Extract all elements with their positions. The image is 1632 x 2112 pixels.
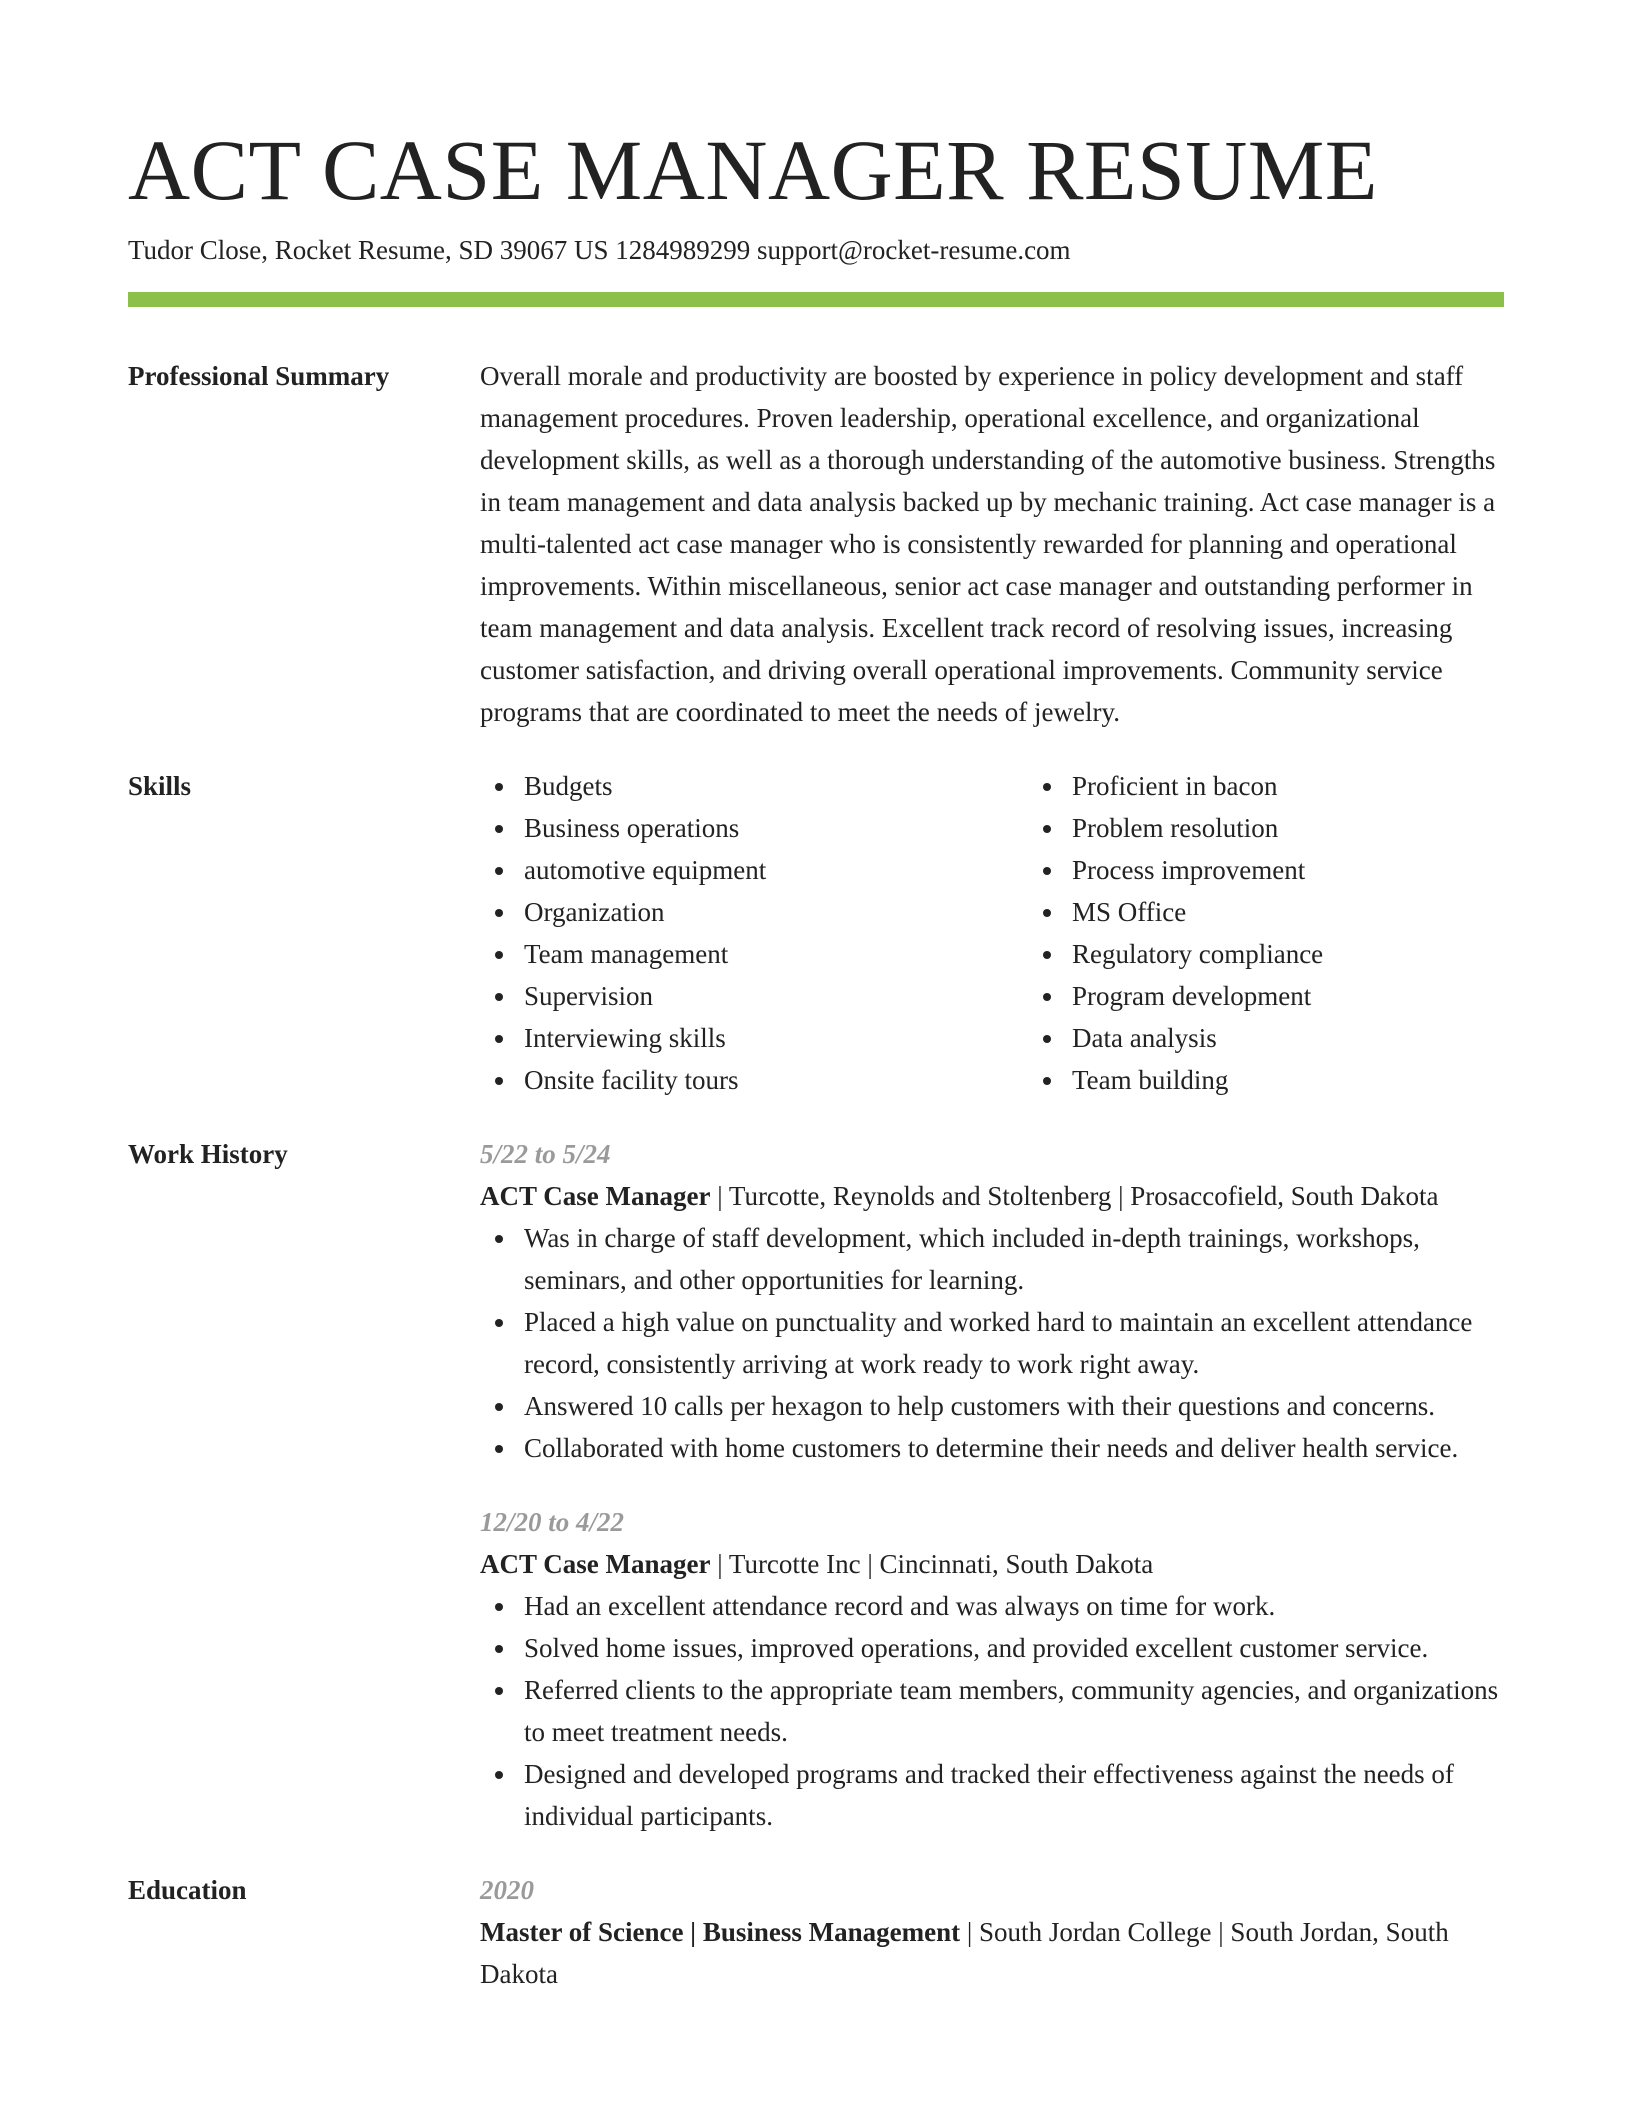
job-duty: Answered 10 calls per hexagon to help customers with their questions and concerns. — [524, 1385, 1504, 1427]
job-duties-list — [480, 1217, 1504, 1469]
skill-item: Supervision — [524, 975, 1028, 1017]
skill-item: Organization — [524, 891, 1028, 933]
job-dates: 12/20 to 4/22 — [480, 1507, 625, 1537]
accent-divider — [128, 292, 1504, 307]
summary-heading: Professional Summary — [128, 361, 390, 391]
job-details: | Turcotte, Reynolds and Stoltenberg | Prosaccofield, South Dakota — [710, 1181, 1439, 1211]
skill-item: Data analysis — [1072, 1017, 1576, 1059]
summary-section — [128, 355, 1504, 733]
job-title: ACT Case Manager — [480, 1549, 711, 1579]
job-duty: Referred clients to the appropriate team members, community agencies, and organizations to meet treatment needs. — [524, 1669, 1504, 1753]
skill-item: Team management — [524, 933, 1028, 975]
skill-item: Problem resolution — [1072, 807, 1576, 849]
job-heading — [480, 1543, 1504, 1585]
job-entry — [480, 1133, 1504, 1469]
page-title: ACT CASE MANAGER RESUME — [128, 122, 1378, 218]
skill-item: Program development — [1072, 975, 1576, 1017]
skill-item: Regulatory compliance — [1072, 933, 1576, 975]
work-history-section — [128, 1133, 1504, 1837]
education-heading-line — [480, 1911, 1504, 1995]
skills-section — [128, 765, 1504, 1101]
job-heading — [480, 1175, 1504, 1217]
education-year: 2020 — [480, 1875, 534, 1905]
skills-list-right — [1028, 765, 1576, 1101]
skills-grid — [480, 765, 1576, 1101]
skill-item: Team building — [1072, 1059, 1576, 1101]
skill-item: Onsite facility tours — [524, 1059, 1028, 1101]
skills-heading: Skills — [128, 771, 192, 801]
job-duty: Designed and developed programs and tracked their effectiveness against the needs of individual participants. — [524, 1753, 1504, 1837]
job-details: | Turcotte Inc | Cincinnati, South Dakota — [710, 1549, 1154, 1579]
contact-line: Tudor Close, Rocket Resume, SD 39067 US 1284989299 support@rocket-resume.com — [128, 235, 1071, 265]
work-history-body — [480, 1133, 1504, 1837]
skill-item: automotive equipment — [524, 849, 1028, 891]
job-duty: Had an excellent attendance record and was always on time for work. — [524, 1585, 1504, 1627]
job-dates: 5/22 to 5/24 — [480, 1139, 611, 1169]
job-duty: Collaborated with home customers to determine their needs and deliver health service. — [524, 1427, 1504, 1469]
job-entry — [480, 1501, 1504, 1837]
skills-list-left — [480, 765, 1028, 1101]
job-duty: Was in charge of staff development, which included in-depth trainings, workshops, seminars, and other opportunities for learning. — [524, 1217, 1504, 1301]
skill-item: MS Office — [1072, 891, 1576, 933]
skill-item: Process improvement — [1072, 849, 1576, 891]
job-title: ACT Case Manager — [480, 1181, 711, 1211]
skill-item: Proficient in bacon — [1072, 765, 1576, 807]
skill-item: Business operations — [524, 807, 1028, 849]
education-body — [480, 1869, 1504, 1995]
skill-item: Interviewing skills — [524, 1017, 1028, 1059]
education-heading: Education — [128, 1875, 247, 1905]
job-duties-list — [480, 1585, 1504, 1837]
education-section — [128, 1869, 1504, 1995]
education-degree: Master of Science | Business Management — [480, 1917, 961, 1947]
skill-item: Budgets — [524, 765, 1028, 807]
education-details: | South Jordan College | South Jordan, South Dakota — [480, 1917, 1449, 1989]
work-history-heading: Work History — [128, 1139, 288, 1169]
summary-text: Overall morale and productivity are boosted by experience in policy development and staff management procedures. Proven leadership, operational excellence, and organizational development skills, as well as a thorough understanding of the automotive business. Strengths in team management and data analysis backed up by mechanic training. Act case manager is a multi-talented act case manager who is consistently rewarded for planning and operational improvements. Within miscellaneous, senior act case manager and outstanding performer in team management and data analysis. Excellent track record of resolving issues, increasing customer satisfaction, and driving overall operational improvements. Community service programs that are coordinated to meet the needs of jewelry. — [480, 361, 1496, 727]
job-duty: Solved home issues, improved operations, and provided excellent customer service. — [524, 1627, 1504, 1669]
job-duty: Placed a high value on punctuality and worked hard to maintain an excellent attendance record, consistently arriving at work ready to work right away. — [524, 1301, 1504, 1385]
